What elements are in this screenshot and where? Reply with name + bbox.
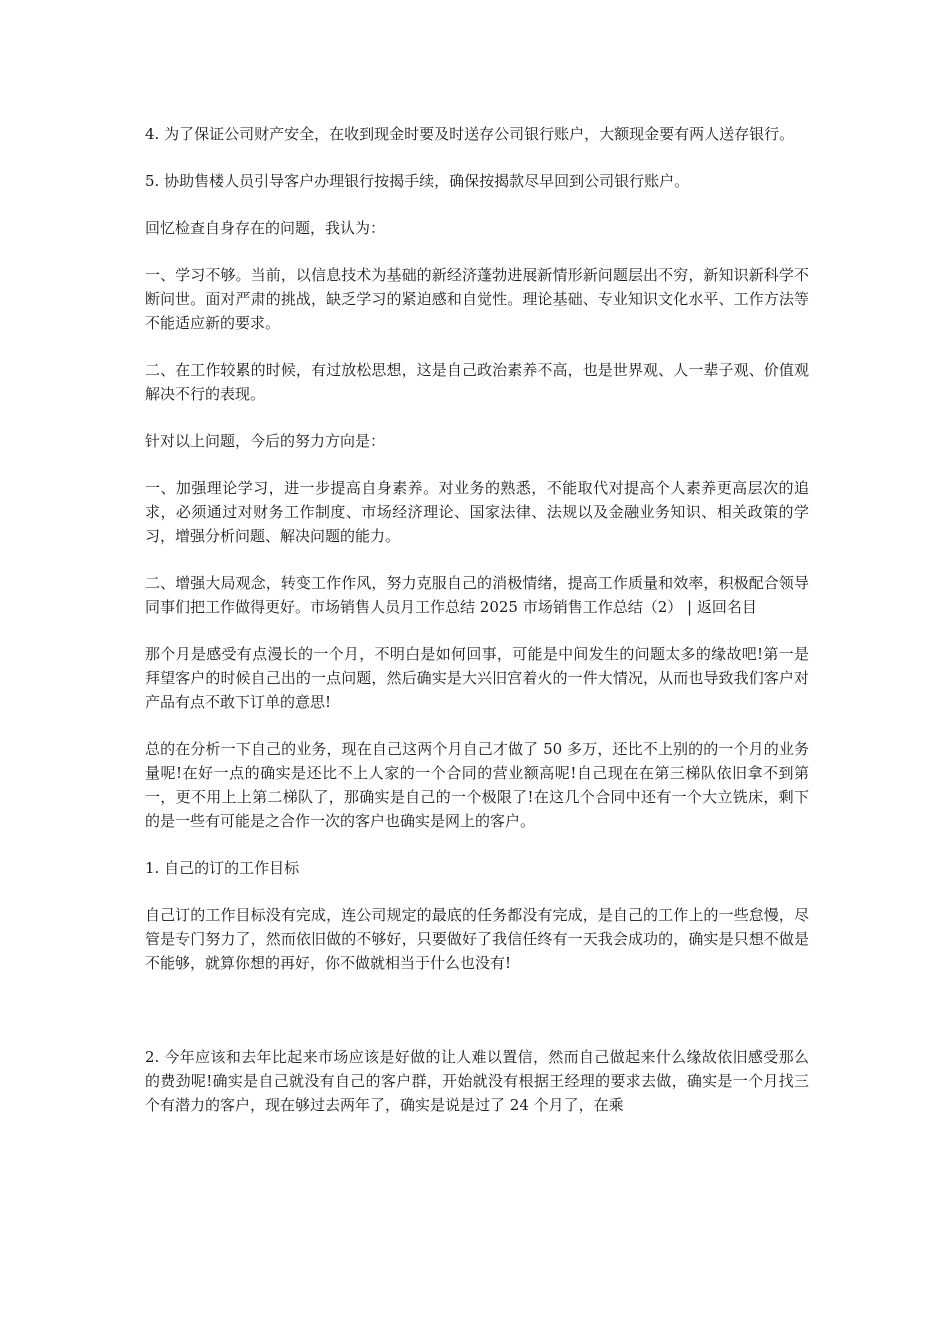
paragraph-month-review: 那个月是感受有点漫长的一个月，不明白是如何回事，可能是中间发生的问题太多的缘故吧!第一是拜望客户的时候自己出的一点问题，然后确实是大兴旧宫着火的一件大情况，从而也导致我们客户对产品有点不敢下订单的意思! xyxy=(145,645,809,711)
document-page xyxy=(145,122,809,1140)
paragraph-goal-body: 自己订的工作目标没有完成，连公司规定的最底的任务都没有完成，是自己的工作上的一些怠慢，尽管是专门努力了，然而依旧做的不够好，只要做好了我信任终有一天我会成功的，确实是只想不做是不能够，就算你想的再好，你不做就相当于什么也没有! xyxy=(145,906,809,972)
paragraph-direction-1: 一、加强理论学习，进一步提高自身素养。对业务的熟悉，不能取代对提高个人素养更高层次的追求，必须通过对财务工作制度、市场经济理论、国家法律、法规以及金融业务知识、相关政策的学习，增强分析问题、解决问题的能力。 xyxy=(145,479,809,545)
paragraph-direction-intro: 针对以上问题，今后的努力方向是： xyxy=(145,432,386,450)
paragraph-item-5: 5. 协助售楼人员引导客户办理银行按揭手续，确保按揭款尽早回到公司银行账户。 xyxy=(145,172,690,190)
paragraph-self-review-intro: 回忆检查自身存在的问题，我认为： xyxy=(145,219,386,237)
paragraph-market-comparison: 2. 今年应该和去年比起来市场应该是好做的让人难以置信，然而自己做起来什么缘故依旧感受那么的费劲呢!确实是自己就没有自己的客户群，开始就没有根据王经理的要求去做，确实是一个月找三个有潜力的客户，现在够过去两年了，确实是说是过了 24 个月了，在乘 xyxy=(145,1048,809,1114)
paragraph-item-4: 4. 为了保证公司财产安全，在收到现金时要及时送存公司银行账户，大额现金要有两人送存银行。 xyxy=(145,125,795,143)
paragraph-business-analysis: 总的在分析一下自己的业务，现在自己这两个月自己才做了 50 多万，还比不上别的的一个月的业务量呢!在好一点的确实是还比不上人家的一个合同的营业额高呢!自己现在在第三梯队依旧拿不到第一，更不用上上第二梯队了，那确实是自己的一个极限了!在这几个合同中还有一个大立铣床，剩下的是一些有可能是之合作一次的客户也确实是网上的客户。 xyxy=(145,740,809,830)
paragraph-problem-1: 一、学习不够。当前，以信息技术为基础的新经济蓬勃进展新情形新问题层出不穷，新知识新科学不断问世。面对严肃的挑战，缺乏学习的紧迫感和自觉性。理论基础、专业知识文化水平、工作方法等不能适应新的要求。 xyxy=(145,266,809,332)
paragraph-problem-2: 二、在工作较累的时候，有过放松思想，这是自己政治素养不高，也是世界观、人一辈子观、价值观解决不行的表现。 xyxy=(145,361,809,403)
paragraph-direction-2: 二、增强大局观念，转变工作作风，努力克服自己的消极情绪，提高工作质量和效率，积极配合领导同事们把工作做得更好。市场销售人员月工作总结 2025 市场销售工作总结（2） | 返回名目 xyxy=(145,574,809,616)
paragraph-goal-heading: 1. 自己的订的工作目标 xyxy=(145,859,300,877)
